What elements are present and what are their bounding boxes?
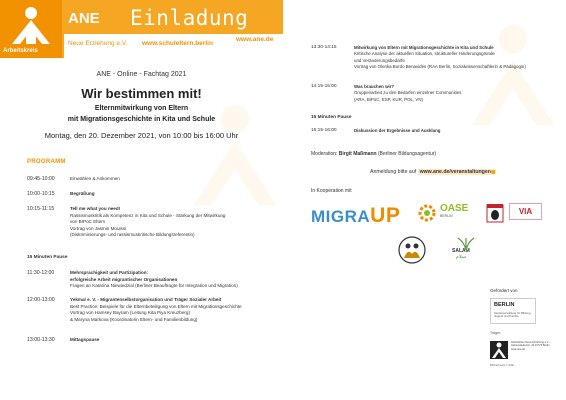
moderation — [311, 151, 436, 157]
program-heading: PROGRAMM — [27, 159, 66, 165]
program-line: Was brauchen wir? — [354, 84, 395, 89]
imprint-note: Bildnachweis © ANE — [490, 364, 514, 367]
subline-1: Elternmitwirkung von Eltern — [94, 105, 189, 112]
up-text: UP — [370, 204, 401, 227]
program-time: 12:00-13:00 — [27, 297, 55, 303]
program-line: Kritische Analyse der aktuellen Situation, struktureller Hinderungsgründe — [354, 51, 495, 57]
migra-text: MIGRA — [311, 207, 371, 226]
moderation-label: Moderation: — [311, 151, 338, 157]
salam-arabic-text: سلام — [455, 254, 467, 260]
registration-text: Anmeldung bitte auf — [370, 169, 417, 175]
org-name: Neue Erziehung e.V. — [68, 40, 128, 47]
berlin-crest-icon — [486, 203, 504, 223]
fachtag-label: ANE - Online - Fachtag 2021 — [96, 71, 187, 78]
program-line: erfolgreiche Arbeit migrantischer Organisationen — [70, 276, 178, 282]
salam-logo — [452, 236, 470, 260]
program-line: Vortrag von Olenka Bordo Benavides (RAA Berlin, Sozialwissenschaftlerin & Pädagogin) — [354, 63, 526, 69]
program-line: Tell me what you need! — [70, 206, 121, 211]
program-line: & Maryna Markova (Koordinatorin Eltern- und Familienbildung) — [70, 316, 198, 322]
program-line: Best Practice: Beispiele für die Elternbeteiligung von Eltern mit Migrationsgeschichte — [70, 303, 242, 309]
program-line: Vortrag von Hamsey Bayram (Leitung Kita Piya Kreuzberg) — [70, 310, 191, 316]
gear-icon — [416, 202, 438, 224]
registration-note — [370, 169, 493, 175]
oase-text: OASE — [440, 203, 469, 214]
funding-label: Gefördert von — [490, 288, 518, 293]
logo-caption: Arbeitskreis — [3, 48, 38, 54]
program-time: 11:30-12:00 — [27, 270, 55, 276]
moderator-org: (Berliner Bildungsagentur) — [377, 151, 437, 157]
oase-sub: BERLIN — [440, 214, 453, 218]
program-time: 13:00-13:30 — [27, 337, 55, 343]
oase-logo — [440, 203, 468, 218]
community-circle-icon — [398, 236, 426, 264]
program-time: 09:45-10:00 — [27, 176, 55, 182]
pointing-hand-icon: ☚ — [488, 167, 497, 177]
registration-link[interactable]: www.ane.de/veranstaltungen — [419, 169, 491, 175]
program-line: (Diskriminierungs- und rassismuskritische Bildungsreferentin) — [70, 232, 195, 238]
berlin-logo-text: BERLIN — [494, 302, 515, 308]
cooperation-label: In Kooperation mit — [311, 188, 352, 194]
moderator-name: Birgit Maßmann — [338, 151, 377, 157]
program-line: Mitwirkung von Eltern mit Migrationsgeschichte in Kita und Schule — [354, 45, 494, 50]
program-line: Fragen an Katarina Niewiedzial (Berliner Beauftragte für Integration und Migration) — [70, 283, 238, 289]
migraup-logo — [311, 204, 400, 228]
headline: Wir bestimmen mit! — [81, 86, 202, 101]
ane-mini-logo-icon — [490, 341, 508, 359]
program-line: und Veränderungsbedarfe — [354, 57, 405, 63]
program-line: Mittagspause — [70, 337, 100, 342]
program-time: 13:30-14:15 — [311, 45, 337, 50]
url-schuleltern-link[interactable]: www.schuleltern.berlin — [142, 40, 213, 47]
ane-logo-icon — [6, 4, 56, 46]
program-line: Einwählen & Ankommen — [70, 176, 120, 181]
berlin-senate-logo — [490, 298, 536, 324]
palm-leaf-icon — [456, 236, 476, 250]
event-date: Montag, den 20. Dezember 2021, von 10:00 bis 16:00 Uhr — [44, 131, 239, 140]
page-title: Einladung — [130, 6, 249, 30]
watermark-figure-icon — [468, 20, 558, 130]
program-line: Begrüßung — [70, 191, 95, 196]
pause-label: 15 Minuten Pause — [27, 255, 68, 260]
salam-text: SALAM — [452, 248, 470, 254]
ane-address: Arbeitskreis Neue Erziehung e.V. Hohenstaufenstr. 44 10779 Berlin www.ane.de — [511, 341, 550, 351]
program-time: 14:15-15:00 — [311, 84, 337, 89]
program-line: Yekmal e. V. - Migrantenselbstorganisation und Träger Sozialer Arbeit — [70, 297, 222, 302]
program-line: Rassismuskritik als Kompetenz in Kita und Schule - Stärkung der Mitwirkung — [70, 212, 226, 218]
program-line: Mehrsprachigkeit und Partizipation: — [70, 270, 149, 275]
subline-2: mit Migrationsgeschichte in Kita und Schule — [67, 116, 216, 123]
traeger-label: Träger: — [490, 331, 502, 335]
program-time: 10:00-10:15 — [27, 191, 55, 197]
program-line: von BIPoC Eltern — [70, 219, 106, 225]
ane-logo — [0, 0, 62, 58]
ane-mini-logo — [490, 341, 508, 359]
pause-label: 15 Minuten Pause — [311, 115, 352, 120]
url-ane-link[interactable]: www.ane.de — [236, 36, 274, 43]
program-line: Gruppenarbeit zu den Bedarfen einzelner Communities — [354, 90, 462, 96]
berlin-logo-sub: Senatsverwaltung für Bildung, Jugend und Familie — [494, 311, 532, 319]
program-line: Vortrag von Jasmin Mouissi — [70, 225, 127, 231]
program-line: (ARA, BiPoC, ESP, KUR, POL, VN) — [354, 96, 423, 102]
program-line: Diskussion der Ergebnisse und Ausklang — [354, 128, 441, 133]
program-time: 10:15-11:15 — [27, 206, 55, 212]
brand-name: ANE — [68, 10, 100, 27]
via-logo: VIA — [509, 203, 542, 220]
program-time: 15:15-16:00 — [311, 128, 337, 133]
